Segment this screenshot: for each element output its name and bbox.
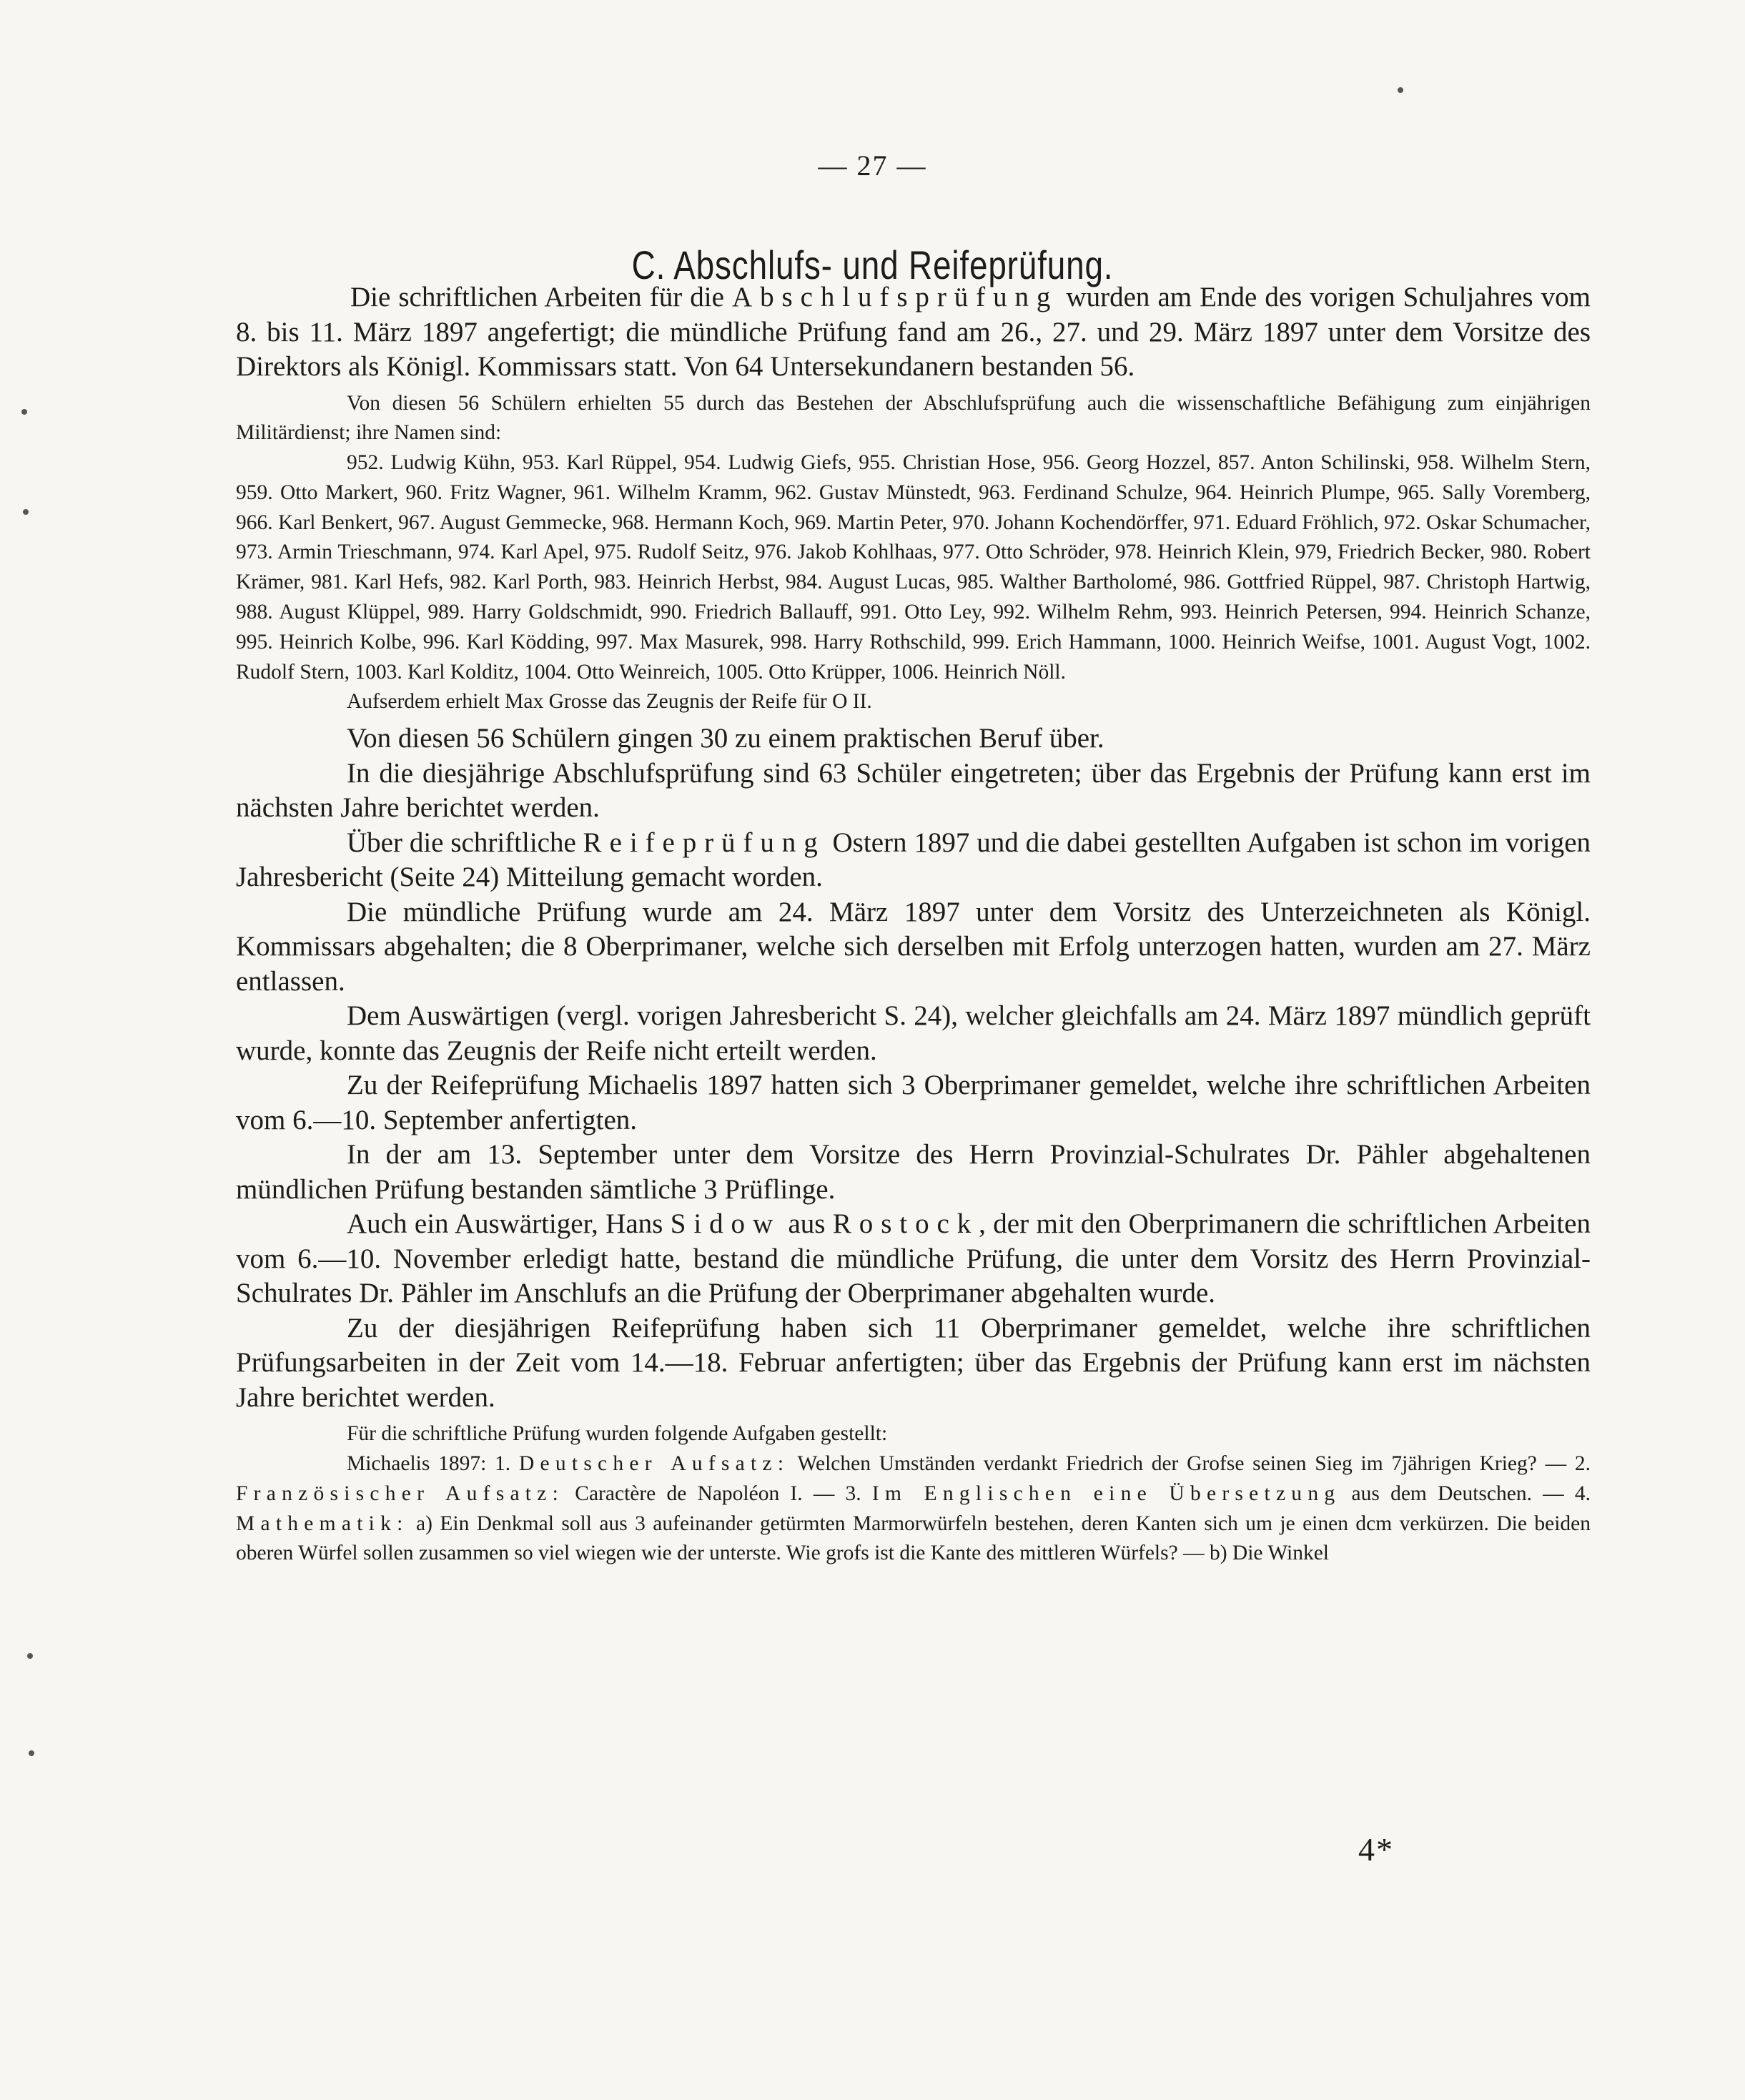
emphasis-deutscher-aufsatz: Deutscher Aufsatz:: [518, 1452, 790, 1476]
speck-mark: [27, 1653, 33, 1659]
paragraph-abschluss-dates: [236, 280, 1591, 385]
paragraph-tasks-michaelis: [236, 1449, 1591, 1569]
paragraph-military-qualification: Von diesen 56 Schülern erhielten 55 durch das Bestehen der Abschlufsprüfung auch die wissenschaftliche Befähigung zum einjährigen Militärdienst; ihre Namen sind:: [236, 391, 1591, 445]
paragraph-michaelis: Zu der Reifeprüfung Michaelis 1897 hatten sich 3 Oberprimaner gemeldet, welche ihre schriftlichen Arbeiten vom 6.—10. September anfertigten.: [236, 1070, 1591, 1135]
text-run: Über die schriftliche: [347, 827, 583, 858]
text-run: Caractère de Napoléon I. — 3.: [564, 1482, 872, 1505]
speck-mark: [29, 1750, 34, 1756]
page-number: — 27 —: [818, 149, 927, 182]
text-run: aus dem Deutschen. — 4.: [1340, 1482, 1591, 1505]
emphasis-englisch: Im Englischen eine Übersetzung: [871, 1482, 1341, 1505]
emphasis-abschlusspruefung: Abschlufsprüfung: [732, 282, 1059, 312]
text-run: wurden am Ende des vorigen Schuljahres vom 8. bis 11. März 1897 angefertigt; die mündliche Prüfung fand am 26., 27. und 29. März 1897 unter dem Vorsitze des Direktors als Königl. Kommissars statt. Von 64 Untersekundanern bestanden 56.: [236, 282, 1591, 382]
paragraph-reife-ostern: [236, 826, 1591, 895]
emphasis-mathematik: Mathematik:: [236, 1512, 409, 1535]
text-run: Ostern 1897 und die dabei gestellten Aufgaben ist schon im vorigen Jahresbericht (Seite 24) Mitteilung gemacht worden.: [236, 827, 1591, 893]
speck-mark: [21, 409, 27, 415]
text-run: Michaelis 1897: 1.: [347, 1452, 519, 1476]
paragraph-grosse: Aufserdem erhielt Max Grosse das Zeugnis der Reife für O II.: [347, 690, 872, 714]
section-heading: C. Abschlufs- und Reifeprüfung.: [631, 242, 1114, 287]
paragraph-student-names: 952. Ludwig Kühn, 953. Karl Rüppel, 954. Ludwig Giefs, 955. Christian Hose, 956. Georg Hozzel, 857. Anton Schilinski, 958. Wilhelm Stern, 959. Otto Markert, 960. Fritz Wagner, 961. Wilhelm Kramm, 962. Gustav Münstedt, 963. Ferdinand Schulze, 964. Heinrich Plumpe, 965. Sally Voremberg, 966. Karl Benkert, 967. August Gemmecke, 968. Hermann Koch, 969. Martin Peter, 970. Johann Kochendörffer, 971. Eduard Fröhlich, 972. Oskar Schumacher, 973. Armin Trieschmann, 974. Karl Apel, 975. Rudolf Seitz, 976. Jakob Kohlhaas, 977. Otto Schröder, 978. Heinrich Klein, 979, Friedrich Becker, 980. Robert Krämer, 981. Karl Hefs, 982. Karl Porth, 983. Heinrich Herbst, 984. August Lucas, 985. Walther Bartholomé, 986. Gottfried Rüppel, 987. Christoph Hartwig, 988. August Klüppel, 989. Harry Goldschmidt, 990. Friedrich Ballauff, 991. Otto Ley, 992. Wilhelm Rehm, 993. Heinrich Petersen, 994. Heinrich Schanze, 995. Heinrich Kolbe, 996. Karl Ködding, 997. Max Masurek, 998. Harry Rothschild, 999. Erich Hammann, 1000. Heinrich Weifse, 1001. August Vogt, 1002. Rudolf Stern, 1003. Karl Kolditz, 1004. Otto Weinreich, 1005. Otto Krüpper, 1006. Heinrich Nöll.: [236, 451, 1591, 684]
paragraph-current-abschluss: In die diesjährige Abschlufsprüfung sind 63 Schüler eingetreten; über das Ergebnis der Prüfung kann erst im nächsten Jahre berichtet werden.: [236, 757, 1591, 824]
paragraph-external-candidate: Dem Auswärtigen (vergl. vorigen Jahresbericht S. 24), welcher gleichfalls am 24. März 1897 mündlich geprüft wurde, konnte das Zeugnis der Reife nicht erteilt werden.: [236, 1000, 1591, 1066]
emphasis-sidow: Sidow: [670, 1208, 781, 1240]
text-run: Auch ein Auswärtiger, Hans: [347, 1208, 671, 1240]
text-run: Die schriftlichen Arbeiten für die: [350, 282, 732, 312]
paragraph-current-reife: Zu der diesjährigen Reifeprüfung haben sich 11 Oberprimaner gemeldet, welche ihre schriftlichen Prüfungsarbeiten in der Zeit vom 14.—18. Februar anfertigten; über das Ergebnis der Prüfung kann erst im nächsten Jahre berichtet werden.: [236, 1312, 1591, 1413]
paragraph-september-exam: In der am 13. September unter dem Vorsitze des Herrn Provinzial-Schulrates Dr. Pähler abgehaltenen mündlichen Prüfung bestanden sämtliche 3 Prüflinge.: [236, 1139, 1591, 1205]
text-run: Welchen Umständen verdankt Friedrich der Grofse seinen Sieg im 7jährigen Krieg? — 2.: [789, 1452, 1591, 1476]
document-body: [236, 280, 1591, 1569]
text-run: aus: [781, 1208, 833, 1240]
paragraph-sidow: [236, 1207, 1591, 1311]
paragraph-practical-career: Von diesen 56 Schülern gingen 30 zu einem praktischen Beruf über.: [347, 723, 1104, 754]
signature-mark: 4*: [1358, 1831, 1394, 1868]
text-run: , der mit den Oberprimanern die schriftlichen Arbeiten vom 6.—10. November erledigt hatte, bestand die mündliche Prüfung, die unter dem Vorsitz des Herrn Provinzial-Schulrates Dr. Pähler im Anschlufs an die Prüfung der Oberprimaner abgehalten wurde.: [236, 1208, 1591, 1309]
paragraph-tasks-intro: Für die schriftliche Prüfung wurden folgende Aufgaben gestellt:: [347, 1422, 888, 1446]
speck-mark: [23, 509, 29, 515]
emphasis-reifepruefung: Reifeprüfung: [583, 827, 826, 858]
emphasis-rostock: Rostock: [832, 1208, 979, 1240]
emphasis-franzoesischer-aufsatz: Französischer Aufsatz:: [236, 1482, 565, 1505]
text-run: a) Ein Denkmal soll aus 3 aufeinander getürmten Marmorwürfeln bestehen, deren Kanten sich um je einen dcm verkürzen. Die beiden oberen Würfel sollen zusammen so viel wiegen wie der unterste. Wie grofs ist die Kante des mittleren Würfels? — b) Die Winkel: [236, 1512, 1591, 1565]
speck-mark: [1398, 87, 1403, 93]
paragraph-oral-exam: Die mündliche Prüfung wurde am 24. März 1897 unter dem Vorsitz des Unterzeichneten als Königl. Kommissars abgehalten; die 8 Oberprimaner, welche sich derselben mit Erfolg unterzogen hatten, wurden am 27. März entlassen.: [236, 896, 1591, 997]
